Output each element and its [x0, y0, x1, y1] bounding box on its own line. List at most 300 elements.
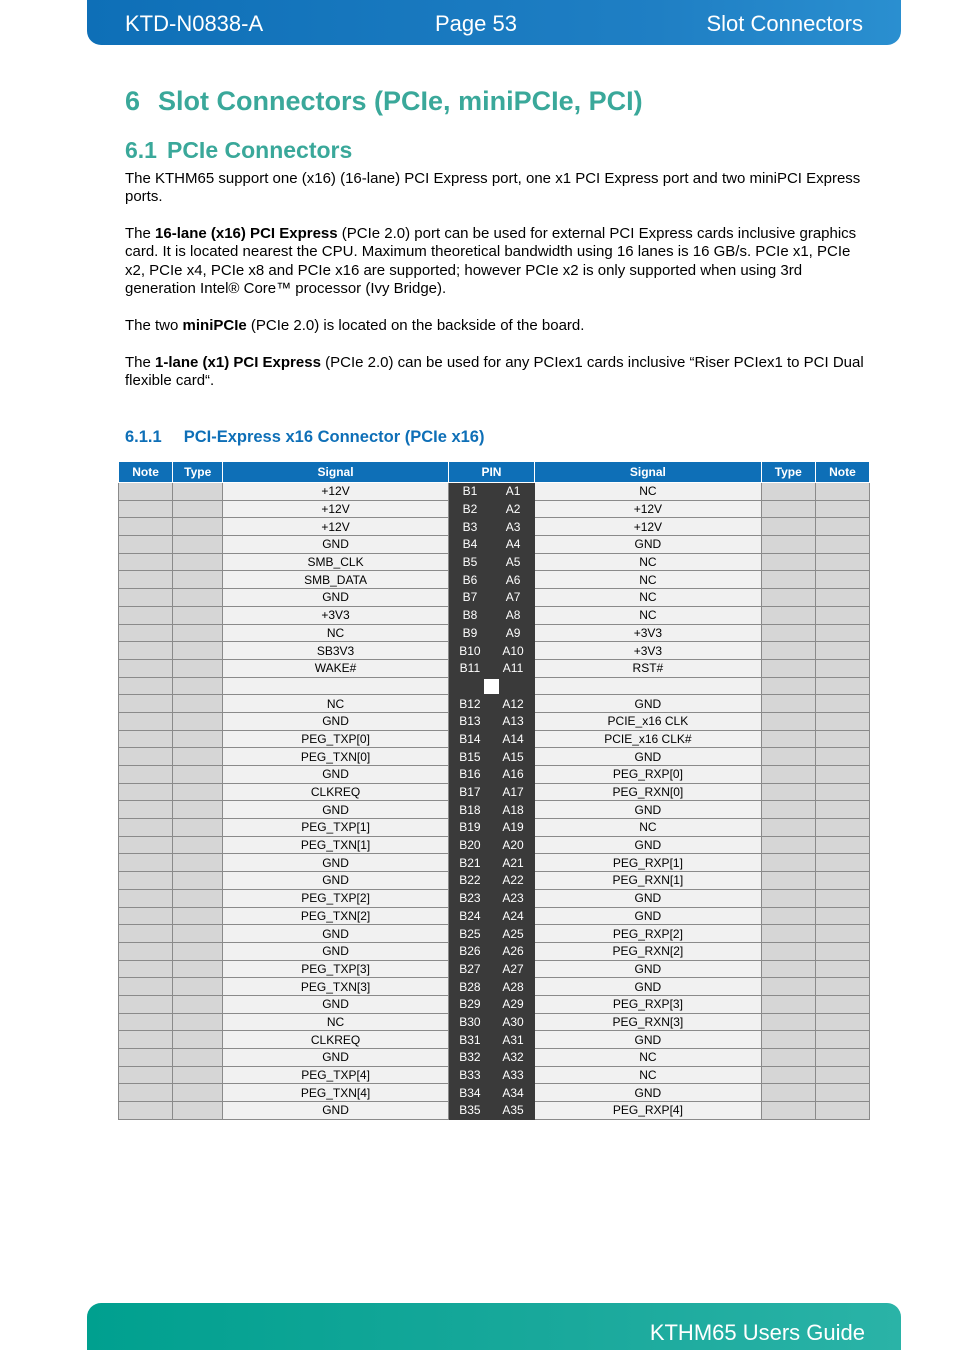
type-right-cell: [761, 536, 815, 554]
note-left-cell: [119, 1049, 173, 1067]
pin-b-cell: B34: [448, 1084, 491, 1102]
note-left-cell: [119, 695, 173, 713]
type-left-cell: [173, 712, 223, 730]
table-header-row: [119, 462, 870, 483]
table-row: [119, 889, 870, 907]
pin-a-cell: A3: [491, 518, 534, 536]
type-right-cell: [761, 1084, 815, 1102]
type-left-cell: [173, 536, 223, 554]
type-right-cell: [761, 783, 815, 801]
type-right-cell: [761, 730, 815, 748]
pin-a-cell: A30: [491, 1013, 534, 1031]
pin-b-cell: B7: [448, 589, 491, 607]
pin-b-cell: B14: [448, 730, 491, 748]
type-right-cell: [761, 695, 815, 713]
signal-right-cell: RST#: [535, 659, 762, 677]
note-left-cell: [119, 606, 173, 624]
table-row: [119, 712, 870, 730]
note-right-cell: [815, 819, 869, 837]
table-row: [119, 730, 870, 748]
pin-a-cell: A6: [491, 571, 534, 589]
pin-b-cell: B33: [448, 1066, 491, 1084]
paragraph-x1-post: (PCIe 2.0) can be used for any PCIex1 cards inclusive “Riser PCIex1 to PCI Dual flexible card“.: [125, 354, 864, 390]
type-left-cell: [173, 748, 223, 766]
pin-a-cell: A8: [491, 606, 534, 624]
type-left-cell: [173, 995, 223, 1013]
pin-b-cell: B25: [448, 925, 491, 943]
type-right-cell: [761, 1013, 815, 1031]
pin-key-cell: [448, 677, 534, 695]
document-id: KTD-N0838-A: [125, 11, 264, 36]
type-right-cell: [761, 642, 815, 660]
pin-a-cell: A17: [491, 783, 534, 801]
type-right-cell: [761, 925, 815, 943]
table-row: [119, 907, 870, 925]
note-right-cell: [815, 1084, 869, 1102]
note-right-cell: [815, 695, 869, 713]
signal-left-cell: PEG_TXP[1]: [223, 819, 449, 837]
pinout-table: [118, 461, 870, 1120]
signal-right-cell: GND: [535, 1031, 762, 1049]
pin-b-cell: B5: [448, 553, 491, 571]
paragraph-minipcie-post: (PCIe 2.0) is located on the backside of the board.: [246, 317, 585, 334]
type-right-cell: [761, 1049, 815, 1067]
pin-a-cell: A15: [491, 748, 534, 766]
page-number: Page 53: [435, 11, 517, 36]
pin-b-cell: B29: [448, 995, 491, 1013]
type-right-cell: [761, 589, 815, 607]
type-left-cell: [173, 766, 223, 784]
signal-right-cell: +3V3: [535, 624, 762, 642]
signal-left-cell: PEG_TXN[0]: [223, 748, 449, 766]
signal-left-cell: PEG_TXP[0]: [223, 730, 449, 748]
paragraph-x1-pre: The: [125, 354, 156, 371]
table-row: [119, 606, 870, 624]
table-row: [119, 1049, 870, 1067]
note-left-cell: [119, 712, 173, 730]
table-row: [119, 571, 870, 589]
signal-left-cell: +12V: [223, 483, 449, 501]
signal-left-cell: NC: [223, 1013, 449, 1031]
table-row: [119, 1031, 870, 1049]
signal-left-cell: PEG_TXN[1]: [223, 836, 449, 854]
note-right-cell: [815, 1013, 869, 1031]
pin-a-cell: A33: [491, 1066, 534, 1084]
signal-right-cell: GND: [535, 836, 762, 854]
pin-a-cell: A4: [491, 536, 534, 554]
type-left-cell: [173, 872, 223, 890]
note-right-cell: [815, 712, 869, 730]
signal-right-cell: PEG_RXN[1]: [535, 872, 762, 890]
signal-right-cell: NC: [535, 819, 762, 837]
type-left-cell: [173, 836, 223, 854]
type-right-cell: [761, 766, 815, 784]
pin-a-cell: A29: [491, 995, 534, 1013]
pin-b-cell: B21: [448, 854, 491, 872]
pin-a-cell: A22: [491, 872, 534, 890]
type-right-cell: [761, 942, 815, 960]
note-left-cell: [119, 642, 173, 660]
pinout-table-body: [119, 483, 870, 1120]
note-right-cell: [815, 1066, 869, 1084]
pin-b-cell: B8: [448, 606, 491, 624]
note-left-cell: [119, 925, 173, 943]
header-pin: PIN: [448, 462, 534, 483]
table-row: [119, 995, 870, 1013]
signal-right-cell: GND: [535, 960, 762, 978]
signal-left-cell: PEG_TXP[4]: [223, 1066, 449, 1084]
paragraph-minipcie: [125, 317, 865, 335]
pin-b-cell: B6: [448, 571, 491, 589]
note-right-cell: [815, 960, 869, 978]
signal-right-cell: PEG_RXN[2]: [535, 942, 762, 960]
note-left-cell: [119, 1066, 173, 1084]
pin-b-cell: B15: [448, 748, 491, 766]
signal-right-cell: NC: [535, 1066, 762, 1084]
pin-a-cell: A23: [491, 889, 534, 907]
table-row: [119, 536, 870, 554]
pin-b-cell: B3: [448, 518, 491, 536]
signal-left-cell: GND: [223, 942, 449, 960]
note-right-cell: [815, 854, 869, 872]
subsection-title: PCI-Express x16 Connector (PCIe x16): [183, 428, 485, 446]
type-left-cell: [173, 677, 223, 695]
signal-right-cell: PEG_RXP[0]: [535, 766, 762, 784]
type-left-cell: [173, 518, 223, 536]
pin-a-cell: A11: [491, 659, 534, 677]
note-left-cell: [119, 483, 173, 501]
signal-right-cell: PEG_RXP[1]: [535, 854, 762, 872]
type-left-cell: [173, 606, 223, 624]
signal-left-cell: CLKREQ: [223, 1031, 449, 1049]
paragraph-intro: The KTHM65 support one (x16) (16-lane) PCI Express port, one x1 PCI Express port and two miniPCI Express ports.: [125, 170, 861, 206]
chapter-number: 6: [125, 86, 141, 116]
signal-left-cell: GND: [223, 1049, 449, 1067]
table-row: [119, 854, 870, 872]
pin-a-cell: A24: [491, 907, 534, 925]
signal-left-cell: PEG_TXN[4]: [223, 1084, 449, 1102]
type-right-cell: [761, 1102, 815, 1120]
paragraph-x1-bold: 1-lane (x1) PCI Express: [155, 354, 321, 371]
chapter-title: Slot Connectors (PCIe, miniPCIe, PCI): [158, 86, 643, 116]
type-left-cell: [173, 695, 223, 713]
pin-b-cell: B35: [448, 1102, 491, 1120]
type-right-cell: [761, 872, 815, 890]
note-right-cell: [815, 836, 869, 854]
table-row: [119, 1102, 870, 1120]
signal-left-cell: GND: [223, 712, 449, 730]
note-right-cell: [815, 571, 869, 589]
type-left-cell: [173, 1031, 223, 1049]
section-title: PCIe Connectors: [166, 137, 353, 163]
pin-a-cell: A20: [491, 836, 534, 854]
signal-left-cell: PEG_TXP[2]: [223, 889, 449, 907]
note-left-cell: [119, 536, 173, 554]
table-row: [119, 483, 870, 501]
type-left-cell: [173, 483, 223, 501]
paragraph-x16: [125, 225, 865, 299]
note-right-cell: [815, 783, 869, 801]
signal-left-cell: PEG_TXN[2]: [223, 907, 449, 925]
pin-b-cell: B30: [448, 1013, 491, 1031]
type-right-cell: [761, 854, 815, 872]
type-right-cell: [761, 889, 815, 907]
type-left-cell: [173, 854, 223, 872]
note-right-cell: [815, 748, 869, 766]
note-right-cell: [815, 1049, 869, 1067]
type-right-cell: [761, 801, 815, 819]
type-right-cell: [761, 1031, 815, 1049]
pin-a-cell: A13: [491, 712, 534, 730]
subsection-number: 6.1.1: [125, 428, 162, 446]
connector-key-notch: [484, 679, 499, 694]
type-left-cell: [173, 730, 223, 748]
pin-a-cell: A21: [491, 854, 534, 872]
table-row: [119, 659, 870, 677]
type-left-cell: [173, 1013, 223, 1031]
type-left-cell: [173, 925, 223, 943]
note-left-cell: [119, 518, 173, 536]
note-right-cell: [815, 889, 869, 907]
note-left-cell: [119, 500, 173, 518]
pin-b-cell: B11: [448, 659, 491, 677]
pin-a-cell: A26: [491, 942, 534, 960]
type-left-cell: [173, 1084, 223, 1102]
type-left-cell: [173, 907, 223, 925]
note-left-cell: [119, 659, 173, 677]
pin-a-cell: A1: [491, 483, 534, 501]
pin-b-cell: B18: [448, 801, 491, 819]
note-left-cell: [119, 677, 173, 695]
signal-right-cell: +12V: [535, 500, 762, 518]
note-left-cell: [119, 730, 173, 748]
signal-left-cell: GND: [223, 801, 449, 819]
note-left-cell: [119, 553, 173, 571]
signal-right-cell: PCIE_x16 CLK: [535, 712, 762, 730]
signal-right-cell: GND: [535, 1084, 762, 1102]
pin-b-cell: B10: [448, 642, 491, 660]
signal-right-cell: PEG_RXP[4]: [535, 1102, 762, 1120]
table-row: [119, 1066, 870, 1084]
paragraph-x1: [125, 354, 865, 391]
type-left-cell: [173, 978, 223, 996]
table-row: [119, 553, 870, 571]
note-right-cell: [815, 925, 869, 943]
table-row: [119, 624, 870, 642]
signal-left-cell: GND: [223, 536, 449, 554]
pin-b-cell: B16: [448, 766, 491, 784]
type-right-cell: [761, 500, 815, 518]
signal-right-cell: +3V3: [535, 642, 762, 660]
note-right-cell: [815, 978, 869, 996]
type-right-cell: [761, 748, 815, 766]
note-right-cell: [815, 872, 869, 890]
pin-b-cell: B31: [448, 1031, 491, 1049]
note-left-cell: [119, 995, 173, 1013]
signal-right-cell: GND: [535, 889, 762, 907]
type-left-cell: [173, 783, 223, 801]
table-row: [119, 942, 870, 960]
note-left-cell: [119, 889, 173, 907]
pin-a-cell: A7: [491, 589, 534, 607]
signal-right-cell: NC: [535, 1049, 762, 1067]
table-row: [119, 589, 870, 607]
type-left-cell: [173, 642, 223, 660]
type-right-cell: [761, 907, 815, 925]
pin-b-cell: B13: [448, 712, 491, 730]
page-footer: [87, 1303, 901, 1350]
pin-a-cell: A34: [491, 1084, 534, 1102]
note-right-cell: [815, 1102, 869, 1120]
pin-b-cell: B24: [448, 907, 491, 925]
signal-right-cell: GND: [535, 801, 762, 819]
type-right-cell: [761, 677, 815, 695]
type-right-cell: [761, 1066, 815, 1084]
note-left-cell: [119, 872, 173, 890]
signal-left-cell: WAKE#: [223, 659, 449, 677]
signal-right-cell: NC: [535, 606, 762, 624]
signal-left-cell: GND: [223, 872, 449, 890]
pin-b-cell: B19: [448, 819, 491, 837]
signal-right-cell: PEG_RXN[3]: [535, 1013, 762, 1031]
signal-left-cell: SMB_DATA: [223, 571, 449, 589]
section-name: Slot Connectors: [706, 11, 863, 36]
signal-left-cell: +12V: [223, 500, 449, 518]
table-row: [119, 819, 870, 837]
signal-left-cell: PEG_TXP[3]: [223, 960, 449, 978]
note-left-cell: [119, 836, 173, 854]
paragraph-minipcie-bold: miniPCIe: [182, 317, 247, 334]
note-left-cell: [119, 783, 173, 801]
pin-a-cell: A14: [491, 730, 534, 748]
type-left-cell: [173, 1049, 223, 1067]
paragraph-x16-bold: 16-lane (x16) PCI Express: [155, 225, 338, 242]
signal-right-cell: GND: [535, 748, 762, 766]
pin-b-cell: B26: [448, 942, 491, 960]
type-right-cell: [761, 978, 815, 996]
pin-b-cell: B4: [448, 536, 491, 554]
type-left-cell: [173, 624, 223, 642]
signal-left-cell: GND: [223, 589, 449, 607]
signal-right-cell: NC: [535, 589, 762, 607]
note-left-cell: [119, 942, 173, 960]
pin-a-cell: A19: [491, 819, 534, 837]
note-left-cell: [119, 978, 173, 996]
table-row: [119, 960, 870, 978]
note-left-cell: [119, 766, 173, 784]
pin-a-cell: A16: [491, 766, 534, 784]
note-right-cell: [815, 677, 869, 695]
note-left-cell: [119, 960, 173, 978]
pin-a-cell: A10: [491, 642, 534, 660]
note-right-cell: [815, 907, 869, 925]
note-right-cell: [815, 483, 869, 501]
note-right-cell: [815, 730, 869, 748]
pin-a-cell: A5: [491, 553, 534, 571]
note-right-cell: [815, 766, 869, 784]
note-right-cell: [815, 642, 869, 660]
note-right-cell: [815, 536, 869, 554]
type-right-cell: [761, 571, 815, 589]
note-left-cell: [119, 1031, 173, 1049]
table-row-key-gap: [119, 677, 870, 695]
signal-right-cell: PCIE_x16 CLK#: [535, 730, 762, 748]
section-heading: [125, 137, 352, 164]
table-row: [119, 1084, 870, 1102]
pin-b-cell: B17: [448, 783, 491, 801]
type-right-cell: [761, 553, 815, 571]
note-right-cell: [815, 1031, 869, 1049]
signal-right-cell: NC: [535, 571, 762, 589]
note-left-cell: [119, 819, 173, 837]
note-left-cell: [119, 624, 173, 642]
note-right-cell: [815, 518, 869, 536]
note-left-cell: [119, 801, 173, 819]
signal-right-cell: NC: [535, 483, 762, 501]
signal-right-cell: [535, 677, 762, 695]
type-right-cell: [761, 606, 815, 624]
note-left-cell: [119, 748, 173, 766]
signal-left-cell: PEG_TXN[3]: [223, 978, 449, 996]
table-row: [119, 872, 870, 890]
type-left-cell: [173, 589, 223, 607]
pin-b-cell: B22: [448, 872, 491, 890]
signal-left-cell: GND: [223, 766, 449, 784]
note-left-cell: [119, 854, 173, 872]
pin-a-cell: A18: [491, 801, 534, 819]
section-number: 6.1: [125, 137, 157, 163]
pin-a-cell: A28: [491, 978, 534, 996]
note-right-cell: [815, 589, 869, 607]
note-left-cell: [119, 1102, 173, 1120]
table-row: [119, 642, 870, 660]
table-row: [119, 766, 870, 784]
signal-right-cell: GND: [535, 978, 762, 996]
type-right-cell: [761, 960, 815, 978]
signal-left-cell: NC: [223, 695, 449, 713]
paragraph-x16-post: (PCIe 2.0) port can be used for external PCI Express cards inclusive graphics card. It is located nearest the CPU. Maximum theoretical bandwidth using 16 lanes is 16 GB/s. PCIe x1, PCIe x2, PCIe x4, PCIe x8 and PCIe x16 are supported; however PCIe x2 is only supported when using 3rd generation Intel® Core™ processor (Ivy Bridge).: [125, 225, 857, 298]
type-right-cell: [761, 483, 815, 501]
table-row: [119, 500, 870, 518]
pin-a-cell: A9: [491, 624, 534, 642]
signal-left-cell: SB3V3: [223, 642, 449, 660]
signal-left-cell: GND: [223, 854, 449, 872]
pin-b-cell: B9: [448, 624, 491, 642]
pin-b-cell: B23: [448, 889, 491, 907]
type-right-cell: [761, 624, 815, 642]
signal-right-cell: PEG_RXP[2]: [535, 925, 762, 943]
type-right-cell: [761, 712, 815, 730]
signal-right-cell: PEG_RXP[3]: [535, 995, 762, 1013]
type-left-cell: [173, 553, 223, 571]
pin-b-cell: B1: [448, 483, 491, 501]
type-left-cell: [173, 1102, 223, 1120]
header-note-left: Note: [119, 462, 173, 483]
type-right-cell: [761, 995, 815, 1013]
type-right-cell: [761, 659, 815, 677]
note-right-cell: [815, 942, 869, 960]
pin-a-cell: A2: [491, 500, 534, 518]
table-row: [119, 978, 870, 996]
header-signal-left: Signal: [223, 462, 449, 483]
note-right-cell: [815, 500, 869, 518]
pin-b-cell: B28: [448, 978, 491, 996]
pin-a-cell: A32: [491, 1049, 534, 1067]
note-right-cell: [815, 995, 869, 1013]
note-left-cell: [119, 1013, 173, 1031]
header-note-right: Note: [815, 462, 869, 483]
signal-left-cell: GND: [223, 1102, 449, 1120]
